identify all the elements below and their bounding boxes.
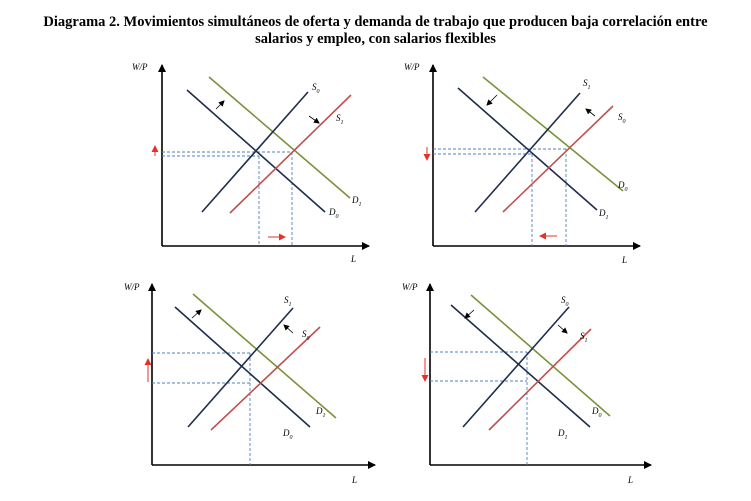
shift-arrow: [487, 95, 497, 105]
label-d1: $D_1$: [352, 195, 362, 208]
label-d1: $D_1$: [599, 208, 609, 221]
shift-arrow: [558, 325, 567, 333]
shift-arrow: [284, 325, 293, 333]
panel-top-right: [404, 62, 640, 265]
label-s1: $S_1$: [580, 331, 588, 344]
shift-arrow: [216, 101, 224, 109]
shift-arrow: [465, 310, 474, 318]
demand-curve-d1: [193, 294, 336, 418]
demand-curve-d1: [483, 77, 623, 191]
shift-arrow: [192, 310, 201, 318]
y-axis-label: W/P: [132, 62, 148, 72]
label-s0: $S_0$: [561, 295, 569, 308]
label-d0: $D_0$: [618, 180, 628, 193]
supply-curve-s0: [211, 327, 320, 430]
x-axis-label: L: [352, 475, 358, 485]
supply-curve-s0: [503, 106, 613, 212]
x-axis-label: L: [628, 475, 634, 485]
x-axis-label: L: [351, 254, 357, 264]
label-d0: $D_0$: [283, 428, 293, 441]
label-s0: $S_0$: [618, 112, 626, 125]
title-line-2: salarios y empleo, con salarios flexibles: [255, 31, 496, 47]
label-s1: $S_1$: [284, 295, 292, 308]
panel-top-left: [132, 62, 369, 264]
label-d1: $D_1$: [316, 406, 326, 419]
panel-bottom-left: [124, 282, 375, 485]
y-axis-label: W/P: [404, 62, 420, 72]
y-axis-label: W/P: [124, 282, 140, 292]
demand-curve-d0: [175, 307, 310, 427]
shift-arrow: [309, 116, 319, 123]
demand-curve-d1: [451, 305, 590, 427]
title-line-1: Diagrama 2. Movimientos simultáneos de oferta y demanda de trabajo que producen baja correlación entre: [43, 14, 708, 30]
label-s0: $S_0$: [312, 82, 320, 95]
demand-curve-d0: [471, 295, 610, 416]
shift-arrow: [586, 109, 595, 116]
x-axis-label: L: [622, 255, 628, 265]
panel-bottom-right: [402, 282, 651, 485]
label-d0: $D_0$: [592, 406, 602, 419]
label-d0: $D_0$: [329, 207, 339, 220]
label-s1: $S_1$: [336, 113, 344, 126]
label-s1: $S_1$: [583, 78, 591, 91]
y-axis-label: W/P: [402, 282, 418, 292]
label-s0: $S_0$: [302, 329, 310, 342]
label-d1: $D_1$: [558, 428, 568, 441]
